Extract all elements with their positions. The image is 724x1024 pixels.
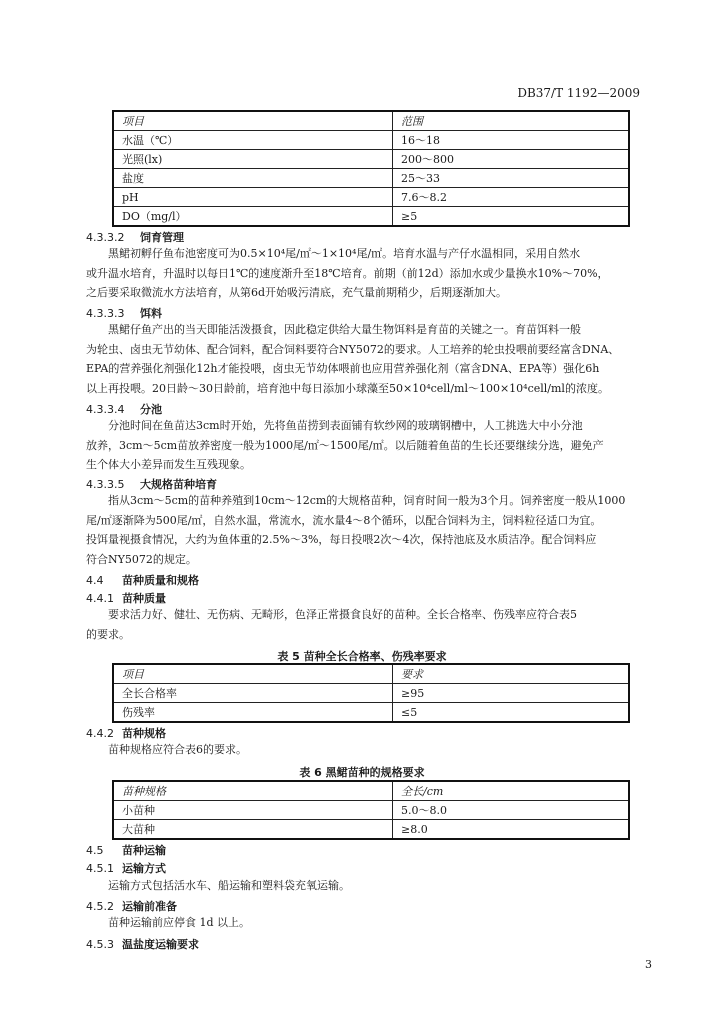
section-number: 4.4.2 bbox=[86, 727, 114, 740]
table-cell: ≥5 bbox=[393, 207, 630, 227]
section-number: 4.3.3.3 bbox=[86, 307, 125, 320]
paragraph-441 bbox=[86, 605, 656, 644]
section-title: 苗种规格 bbox=[122, 727, 166, 740]
table-header-cell: 项目 bbox=[113, 664, 393, 684]
section-heading-4332 bbox=[86, 229, 184, 245]
table-cell: pH bbox=[113, 188, 393, 207]
paragraph-4334 bbox=[86, 416, 656, 475]
table-header-row bbox=[113, 111, 629, 131]
table-cell: 光照(lx) bbox=[113, 150, 393, 169]
section-heading-441 bbox=[86, 590, 166, 606]
section-title: 饵料 bbox=[140, 307, 162, 320]
section-heading-442 bbox=[86, 725, 166, 741]
paragraph-4335 bbox=[86, 491, 656, 569]
paragraph-line: 黑鲪初孵仔鱼布池密度可为0.5×10⁴尾/㎡～1×10⁴尾/㎡。培育水温与产仔水温相同，采用自然水 bbox=[108, 247, 581, 260]
section-number: 4.3.3.4 bbox=[86, 403, 125, 416]
table-cell: 水温（℃） bbox=[113, 131, 393, 150]
paragraph-line: 尾/㎡逐渐降为500尾/㎡，自然水温，常流水，流水量4～8个循环，以配合饲料为主，饲料粒径适口为宜。 bbox=[86, 513, 602, 527]
section-title: 苗种质量和规格 bbox=[122, 574, 199, 587]
table-header-cell: 范围 bbox=[393, 111, 630, 131]
section-number: 4.5.2 bbox=[86, 900, 114, 913]
section-heading-453 bbox=[86, 936, 199, 952]
table-row bbox=[113, 169, 629, 188]
section-title: 苗种运输 bbox=[122, 844, 166, 857]
table-cell: 16～18 bbox=[393, 131, 630, 150]
section-number: 4.5 bbox=[86, 844, 104, 857]
table-cell: 盐度 bbox=[113, 169, 393, 188]
table-row bbox=[113, 684, 629, 703]
section-heading-4335 bbox=[86, 476, 217, 492]
paragraph-line: 运输方式包括活水车、船运输和塑料袋充氧运输。 bbox=[108, 879, 350, 892]
table-cell: 伤残率 bbox=[113, 703, 393, 723]
table-row bbox=[113, 207, 629, 227]
table-cell: ≥8.0 bbox=[393, 820, 630, 840]
section-heading-44 bbox=[86, 572, 199, 588]
table6-caption: 表 6 黑鲪苗种的规格要求 bbox=[299, 766, 425, 779]
table-header-cell: 要求 bbox=[393, 664, 630, 684]
table-cell: 大苗种 bbox=[113, 820, 393, 840]
section-number: 4.4 bbox=[86, 574, 104, 587]
paragraph-4332 bbox=[86, 244, 656, 303]
table-row bbox=[113, 150, 629, 169]
section-number: 4.3.3.5 bbox=[86, 478, 125, 491]
standard-number: DB37/T 1192—2009 bbox=[517, 86, 640, 100]
paragraph-4333 bbox=[86, 320, 656, 398]
paragraph-line: 或升温水培育，升温时以每日1℃的速度渐升至18℃培育。前期（前12d）添加水或少量换水10%～70%， bbox=[86, 266, 609, 280]
paragraph-line: 符合NY5072的规定。 bbox=[86, 552, 197, 566]
table-cell: 全长合格率 bbox=[113, 684, 393, 703]
section-title: 运输方式 bbox=[122, 862, 166, 875]
section-heading-4334 bbox=[86, 401, 162, 417]
table5 bbox=[112, 663, 630, 723]
section-title: 温盐度运输要求 bbox=[122, 938, 199, 951]
paragraph-line: 之后要采取微流水方法培育，从第6d开始吸污清底，充气量前期稍少，后期逐渐加大。 bbox=[86, 286, 508, 299]
table-row bbox=[113, 131, 629, 150]
table-cell: 25～33 bbox=[393, 169, 630, 188]
paragraph-line: 分池时间在鱼苗达3cm时开始，先将鱼苗捞到表面铺有软纱网的玻璃钢槽中，人工挑选大中小分池 bbox=[108, 419, 583, 432]
section-number: 4.5.3 bbox=[86, 938, 114, 951]
table-cell: ≤5 bbox=[393, 703, 630, 723]
section-number: 4.4.1 bbox=[86, 592, 114, 605]
table5-caption: 表 5 苗种全长合格率、伤残率要求 bbox=[277, 650, 447, 663]
table-header-cell: 项目 bbox=[113, 111, 393, 131]
paragraph-line: 为轮虫、卤虫无节幼体、配合饲料，配合饲料要符合NY5072的要求。人工培养的轮虫投喂前要经富含DNA、 bbox=[86, 342, 620, 356]
table-header-row bbox=[113, 781, 629, 801]
paragraph-line: 投饵量视摄食情况，大约为鱼体重的2.5%～3%，每日投喂2次～4次，保持池底及水质洁净。配合饲料应 bbox=[86, 533, 597, 546]
table-row bbox=[113, 188, 629, 207]
table-cell: 5.0～8.0 bbox=[393, 801, 630, 820]
table-header-cell: 苗种规格 bbox=[113, 781, 393, 801]
section-heading-452 bbox=[86, 898, 177, 914]
section-heading-451 bbox=[86, 860, 166, 876]
table-cell: 200～800 bbox=[393, 150, 630, 169]
paragraph-line: 黑鲪仔鱼产出的当天即能活泼摄食，因此稳定供给大量生物饵料是育苗的关键之一。育苗饵料一般 bbox=[108, 323, 581, 336]
table-cell: 7.6～8.2 bbox=[393, 188, 630, 207]
table-cell: DO（mg/l） bbox=[113, 207, 393, 227]
section-title: 分池 bbox=[140, 403, 162, 416]
section-heading-45 bbox=[86, 842, 166, 858]
paragraph-line: 的要求。 bbox=[86, 627, 130, 641]
section-number: 4.5.1 bbox=[86, 862, 114, 875]
table-header-cell: 全长/cm bbox=[393, 781, 630, 801]
paragraph-line: 指从3cm～5cm的苗种养殖到10cm～12cm的大规格苗种，饲育时间一般为3个月。饲养密度一般从1000 bbox=[108, 494, 626, 507]
paragraph-line: 以上再投喂。20日龄～30日龄前，培育池中每日添加小球藻至50×10⁴cell/ml～100×10⁴cell/ml的浓度。 bbox=[86, 381, 609, 395]
section-title: 饲育管理 bbox=[140, 231, 184, 244]
table6 bbox=[112, 780, 630, 840]
paragraph-451 bbox=[86, 876, 656, 896]
paragraph-line: 苗种规格应符合表6的要求。 bbox=[108, 743, 247, 756]
table-row bbox=[113, 703, 629, 723]
paragraph-line: 苗种运输前应停食 1d 以上。 bbox=[108, 916, 251, 929]
table-header-row bbox=[113, 664, 629, 684]
page-number: 3 bbox=[645, 958, 652, 971]
table-cell: 小苗种 bbox=[113, 801, 393, 820]
paragraph-line: EPA的营养强化剂强化12h才能投喂，卤虫无节幼体喂前也应用营养强化剂（富含DNA、EPA等）强化6h bbox=[86, 362, 600, 375]
environment-table bbox=[112, 110, 630, 227]
paragraph-line: 生个体大小差异而发生互残现象。 bbox=[86, 458, 251, 471]
table-row bbox=[113, 820, 629, 840]
section-number: 4.3.3.2 bbox=[86, 231, 125, 244]
paragraph-line: 要求活力好、健壮、无伤病、无畸形，色泽正常摄食良好的苗种。全长合格率、伤残率应符合表5 bbox=[108, 608, 577, 621]
section-title: 运输前准备 bbox=[122, 900, 177, 913]
section-title: 大规格苗种培育 bbox=[140, 478, 217, 491]
paragraph-442 bbox=[86, 740, 656, 760]
section-title: 苗种质量 bbox=[122, 592, 166, 605]
table-cell: ≥95 bbox=[393, 684, 630, 703]
paragraph-line: 放养，3cm～5cm苗放养密度一般为1000尾/㎡～1500尾/㎡。以后随着鱼苗的生长还要继续分选，避免产 bbox=[86, 438, 604, 452]
paragraph-452 bbox=[86, 913, 656, 933]
table-row bbox=[113, 801, 629, 820]
section-heading-4333 bbox=[86, 305, 162, 321]
